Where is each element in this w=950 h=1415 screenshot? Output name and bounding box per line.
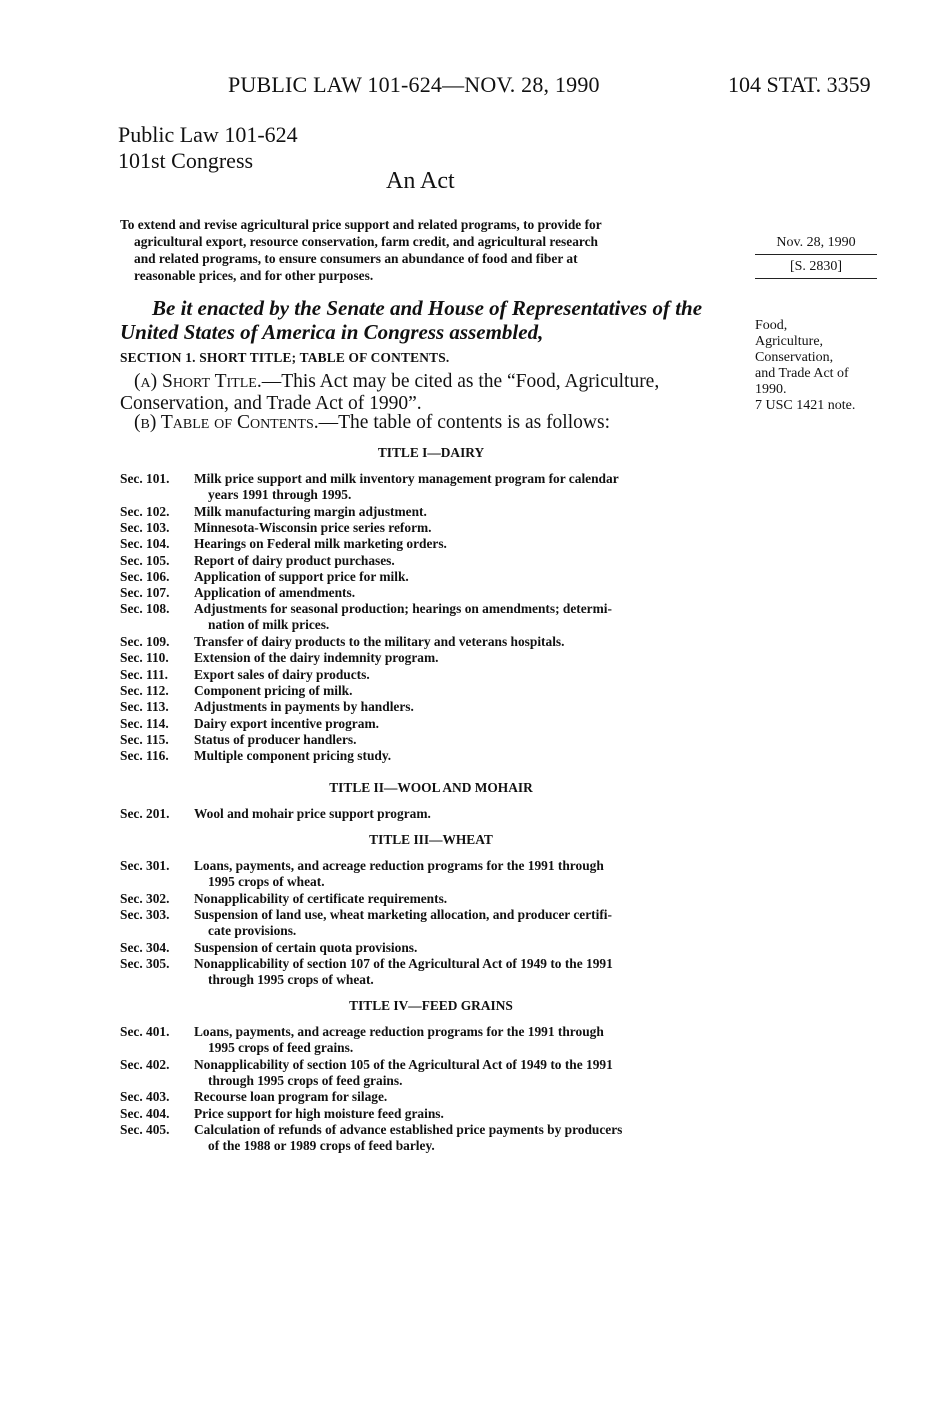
toc-entry — [120, 1089, 742, 1105]
short-title-paragraph — [120, 371, 744, 415]
purpose-line: reasonable prices, and for other purposes. — [134, 268, 374, 283]
section-title: Milk manufacturing margin adjustment. — [194, 503, 427, 519]
section-title-continuation: through 1995 crops of wheat. — [208, 971, 374, 987]
section-number: Sec. 107. — [120, 585, 170, 601]
section-title: Report of dairy product purchases. — [194, 552, 395, 568]
section-number: Sec. 405. — [120, 1121, 170, 1137]
section-title: Component pricing of milk. — [194, 682, 353, 698]
section-number: Sec. 105. — [120, 552, 170, 568]
toc-entry — [120, 536, 742, 552]
section-title-continuation: nation of milk prices. — [208, 617, 330, 633]
title-heading: TITLE IV—FEED GRAINS — [349, 998, 513, 1013]
section-title: Nonapplicability of certificate requirements. — [194, 890, 448, 906]
section-title-continuation: through 1995 crops of feed grains. — [208, 1072, 403, 1088]
section-number: Sec. 110. — [120, 650, 169, 666]
section-title-continuation: 1995 crops of feed grains. — [208, 1040, 354, 1055]
section-title-continuation: years 1991 through 1995. — [208, 487, 352, 502]
running-head: PUBLIC LAW 101-624—NOV. 28, 1990 — [228, 72, 600, 97]
section-number: Sec. 103. — [120, 519, 170, 535]
toc-entry — [120, 858, 742, 890]
toc-entry — [120, 650, 742, 666]
section-number: Sec. 102. — [120, 503, 170, 519]
toc-entry — [120, 585, 742, 601]
toc-entry — [120, 634, 742, 650]
toc-entry — [120, 732, 742, 748]
section-title: Application of support price for milk. — [194, 568, 409, 584]
section-title: Nonapplicability of section 107 of the Agricultural Act of 1949 to the 1991 — [194, 955, 613, 971]
section-title-continuation: cate provisions. — [208, 922, 297, 938]
section-number: Sec. 201. — [120, 806, 170, 821]
toc-entry — [120, 907, 742, 939]
section-number: Sec. 104. — [120, 536, 170, 552]
toc-entry — [120, 683, 742, 699]
margin-date-note — [755, 232, 877, 280]
toc-entry — [120, 1057, 742, 1089]
toc-entry — [120, 956, 742, 988]
section-title: Suspension of certain quota provisions. — [194, 939, 418, 955]
section-number: Sec. 401. — [120, 1024, 170, 1039]
section-number: Sec. 112. — [120, 682, 169, 698]
table-of-contents-paragraph — [120, 412, 744, 434]
purpose-line: and related programs, to ensure consumers an abundance of food and fiber at — [134, 251, 578, 266]
purpose-line: To extend and revise agricultural price support and related programs, to provide for — [120, 217, 602, 232]
law-identification — [118, 122, 298, 174]
section-title: Status of producer handlers. — [194, 731, 357, 747]
section-number: Sec. 109. — [120, 634, 170, 649]
section-title: Loans, payments, and acreage reduction programs for the 1991 through — [194, 1024, 604, 1039]
title-heading: TITLE I—DAIRY — [377, 445, 485, 460]
title-heading: TITLE II—WOOL AND MOHAIR — [329, 780, 533, 795]
margin-note-line: Conservation, — [755, 350, 834, 365]
section-number: Sec. 302. — [120, 890, 170, 906]
section-title: Transfer of dairy products to the military and veterans hospitals. — [194, 634, 565, 649]
toc-entry — [120, 940, 742, 956]
purpose-line: agricultural export, resource conservation, farm credit, and agricultural research — [134, 234, 598, 249]
toc-entry — [120, 553, 742, 569]
section-number: Sec. 108. — [120, 601, 170, 617]
toc-entry — [120, 1106, 742, 1122]
section-title: Hearings on Federal milk marketing orders. — [194, 536, 447, 552]
margin-note-line: Food, — [755, 318, 788, 333]
section-number: Sec. 304. — [120, 939, 170, 955]
toc-entry — [120, 1024, 742, 1056]
congress-number: 101st Congress — [118, 148, 254, 173]
section-title: Adjustments for seasonal production; hearings on amendments; determi- — [194, 601, 612, 617]
usc-citation: 7 USC 1421 note. — [755, 398, 856, 413]
toc-entry — [120, 1122, 742, 1154]
toc-entry — [120, 520, 742, 536]
section-number: Sec. 404. — [120, 1105, 170, 1121]
section-title: Suspension of land use, wheat marketing allocation, and producer certifi- — [194, 906, 612, 922]
section-title: Milk price support and milk inventory management program for calendar — [194, 471, 619, 486]
short-title-text: —This Act may be cited as the “Food, Agriculture, Conservation, and Trade Act of 1990”. — [120, 371, 660, 414]
toc-entry — [120, 699, 742, 715]
toc-entry — [120, 471, 742, 503]
section-number: Sec. 111. — [120, 666, 168, 682]
section-title: Dairy export incentive program. — [194, 715, 379, 731]
section-number: Sec. 114. — [120, 715, 169, 731]
toc-intro-text: —The table of contents is as follows: — [318, 412, 610, 433]
section-number: Sec. 106. — [120, 568, 170, 584]
section-number: Sec. 115. — [120, 731, 169, 747]
margin-rule — [755, 254, 877, 255]
public-law-number: Public Law 101-624 — [118, 122, 298, 147]
section-number: Sec. 116. — [120, 748, 169, 764]
section-title: Price support for high moisture feed grains. — [194, 1105, 444, 1121]
section-number: Sec. 101. — [120, 471, 170, 486]
section-title: Loans, payments, and acreage reduction programs for the 1991 through — [194, 858, 604, 873]
margin-note-line: and Trade Act of — [755, 366, 849, 381]
section-title-continuation: of the 1988 or 1989 crops of feed barley. — [208, 1137, 435, 1153]
enacting-clause: Be it enacted by the Senate and House of Representatives of the United States of America in Congress assembled, — [120, 296, 703, 344]
section-title: Wool and mohair price support program. — [194, 806, 431, 821]
statute-citation: 104 STAT. 3359 — [728, 72, 871, 97]
section-title: Export sales of dairy products. — [194, 666, 370, 682]
section-title: Calculation of refunds of advance established price payments by producers — [194, 1121, 623, 1137]
toc-entry — [120, 806, 742, 822]
section-number: Sec. 301. — [120, 858, 170, 873]
section-title: Multiple component pricing study. — [194, 748, 392, 764]
toc-entry — [120, 716, 742, 732]
section-title: Nonapplicability of section 105 of the Agricultural Act of 1949 to the 1991 — [194, 1056, 613, 1072]
section-title: Extension of the dairy indemnity program. — [194, 650, 439, 666]
section-title: Minnesota-Wisconsin price series reform. — [194, 519, 432, 535]
section-title: Adjustments in payments by handlers. — [194, 699, 414, 715]
enactment-date: Nov. 28, 1990 — [776, 235, 856, 250]
bill-number: [S. 2830] — [789, 259, 843, 274]
short-title-margin-note — [755, 318, 890, 414]
margin-note-line: Agriculture, — [755, 334, 824, 349]
section-number: Sec. 403. — [120, 1089, 170, 1105]
toc-entry — [120, 748, 742, 764]
toc-entry — [120, 504, 742, 520]
toc-entry — [120, 569, 742, 585]
section-1-heading: SECTION 1. SHORT TITLE; TABLE OF CONTENTS. — [120, 350, 450, 365]
section-number: Sec. 113. — [120, 699, 169, 715]
toc-label: (b) Table of Contents. — [134, 412, 319, 433]
toc-entry — [120, 601, 742, 633]
section-title-continuation: 1995 crops of wheat. — [208, 874, 325, 889]
section-number: Sec. 303. — [120, 906, 170, 922]
toc-entry — [120, 667, 742, 683]
section-title: Recourse loan program for silage. — [194, 1089, 388, 1105]
section-title: Application of amendments. — [194, 585, 356, 601]
act-heading: An Act — [386, 168, 455, 194]
section-number: Sec. 305. — [120, 955, 170, 971]
margin-note-line: 1990. — [755, 382, 787, 397]
toc-entry — [120, 891, 742, 907]
short-title-label: (a) Short Title. — [134, 371, 262, 392]
section-number: Sec. 402. — [120, 1056, 170, 1072]
title-heading: TITLE III—WHEAT — [369, 832, 493, 847]
margin-rule — [755, 278, 877, 279]
purpose-statement — [120, 216, 742, 284]
